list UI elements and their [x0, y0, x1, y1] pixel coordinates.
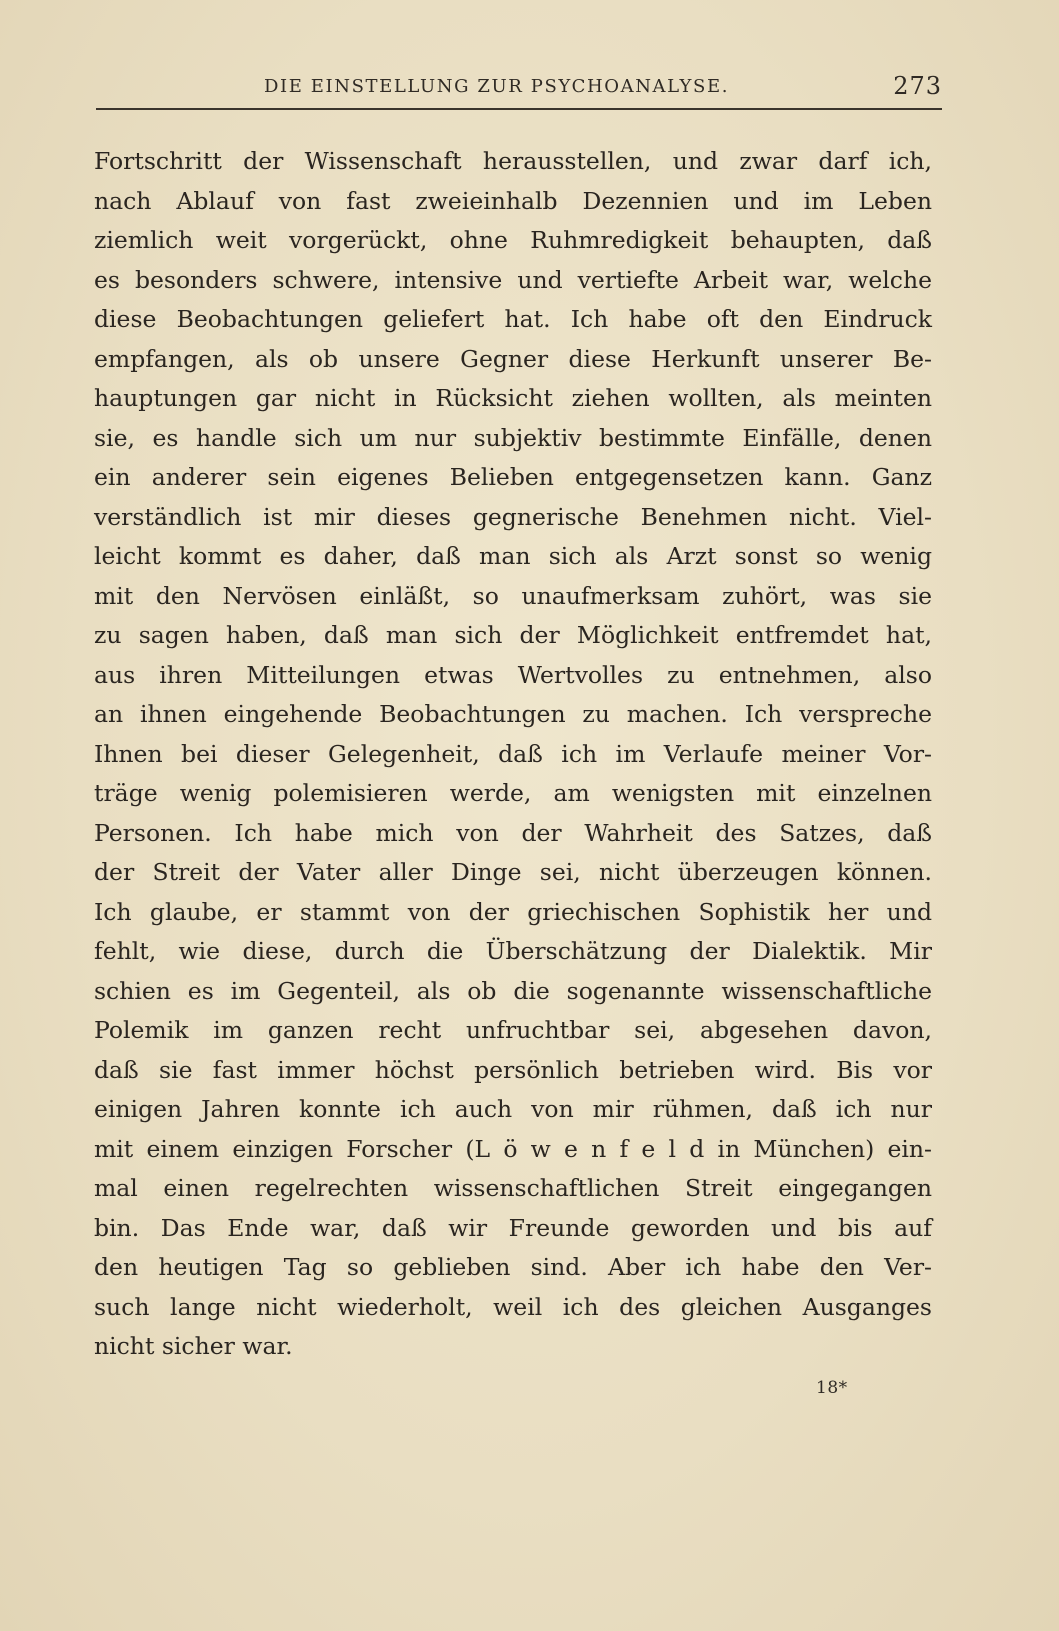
running-title: DIE EINSTELLUNG ZUR PSYCHOANALYSE.: [264, 76, 730, 97]
text-line: mal einen regelrechten wissenschaftlichen Streit eingegangen: [94, 1174, 932, 1202]
text-line: zu sagen haben, daß man sich der Möglichkeit entfremdet hat,: [94, 621, 932, 649]
body-text: [94, 142, 932, 1367]
header-rule: [96, 108, 942, 110]
text-line: verständlich ist mir dieses gegnerische Benehmen nicht. Viel-: [94, 502, 932, 531]
text-line: mit einem einzigen Forscher (L ö w e n f e l d in München) ein-: [94, 1134, 932, 1163]
text-line: fehlt, wie diese, durch die Überschätzung der Dialektik. Mir: [94, 937, 932, 965]
text-line: mit den Nervösen einläßt, so unaufmerksam zuhört, was sie: [94, 581, 932, 610]
text-line: hauptungen gar nicht in Rücksicht ziehen wollten, als meinten: [94, 384, 932, 412]
text-line: den heutigen Tag so geblieben sind. Aber ich habe den Ver-: [94, 1253, 932, 1281]
running-head: [96, 68, 942, 108]
text-line: es besonders schwere, intensive und vertiefte Arbeit war, welche: [94, 265, 932, 294]
text-line: such lange nicht wiederholt, weil ich des gleichen Ausganges: [94, 1292, 932, 1321]
text-line: nach Ablauf von fast zweieinhalb Dezennien und im Leben: [94, 186, 932, 215]
text-line: ziemlich weit vorgerückt, ohne Ruhmredigkeit behaupten, daß: [94, 226, 932, 254]
text-line: empfangen, als ob unsere Gegner diese Herkunft unserer Be-: [94, 344, 932, 373]
text-line: Polemik im ganzen recht unfruchtbar sei, abgesehen davon,: [94, 1016, 932, 1044]
text-line-final: nicht sicher war.: [94, 1332, 293, 1360]
text-line: Personen. Ich habe mich von der Wahrheit des Satzes, daß: [94, 818, 932, 847]
text-line: einigen Jahren konnte ich auch von mir rühmen, daß ich nur: [94, 1095, 932, 1123]
signature-mark: 18*: [816, 1378, 848, 1398]
text-line: an ihnen eingehende Beobachtungen zu machen. Ich verspreche: [94, 700, 932, 728]
text-line: Ihnen bei dieser Gelegenheit, daß ich im Verlaufe meiner Vor-: [94, 739, 932, 768]
text-line: sie, es handle sich um nur subjektiv bestimmte Einfälle, denen: [94, 423, 932, 452]
text-line: träge wenig polemisieren werde, am wenigsten mit einzelnen: [94, 779, 932, 807]
text-line: Fortschritt der Wissenschaft herausstellen, und zwar darf ich,: [94, 147, 932, 175]
text-line: schien es im Gegenteil, als ob die sogenannte wissenschaftliche: [94, 976, 932, 1005]
page-number: 273: [893, 72, 942, 100]
text-line: aus ihren Mitteilungen etwas Wertvolles zu entnehmen, also: [94, 660, 932, 689]
text-line: der Streit der Vater aller Dinge sei, nicht überzeugen können.: [94, 858, 932, 886]
text-line: daß sie fast immer höchst persönlich betrieben wird. Bis vor: [94, 1055, 932, 1084]
text-line: ein anderer sein eigenes Belieben entgegensetzen kann. Ganz: [94, 463, 932, 491]
text-line: diese Beobachtungen geliefert hat. Ich habe oft den Eindruck: [94, 305, 932, 333]
text-line: Ich glaube, er stammt von der griechischen Sophistik her und: [94, 897, 932, 926]
text-line: leicht kommt es daher, daß man sich als Arzt sonst so wenig: [94, 542, 932, 570]
text-line: bin. Das Ende war, daß wir Freunde geworden und bis auf: [94, 1213, 932, 1242]
